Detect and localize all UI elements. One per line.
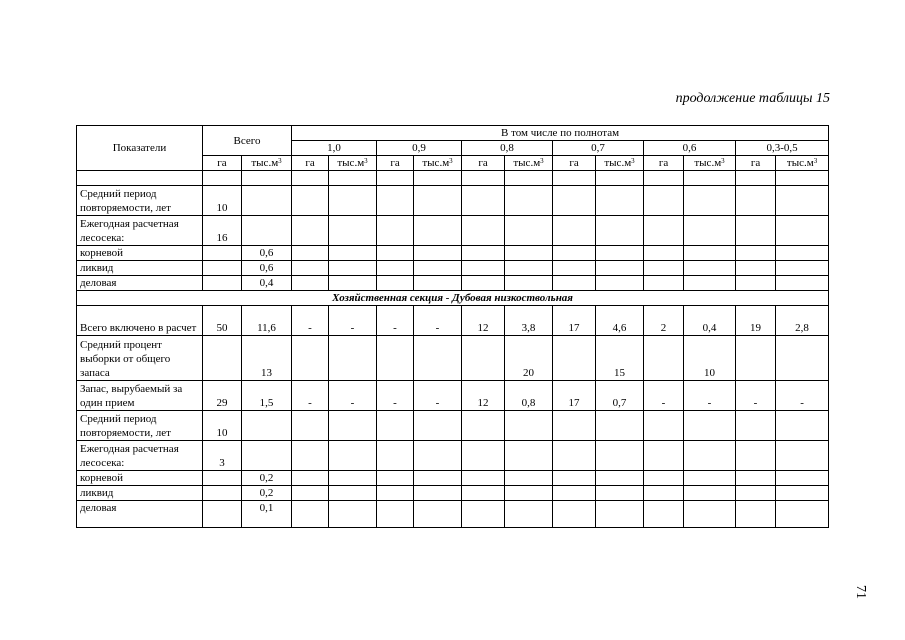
table-cell bbox=[462, 246, 505, 261]
table-cell bbox=[329, 246, 377, 261]
table-cell bbox=[684, 171, 736, 186]
table-cell bbox=[776, 411, 829, 441]
table-cell bbox=[292, 486, 329, 501]
table-cell bbox=[292, 411, 329, 441]
table-cell bbox=[684, 501, 736, 528]
header-unit-volume bbox=[776, 156, 829, 171]
table-cell bbox=[736, 501, 776, 528]
table-cell bbox=[414, 261, 462, 276]
table-cell bbox=[684, 471, 736, 486]
table-cell bbox=[242, 171, 292, 186]
table-cell: 12 bbox=[462, 381, 505, 411]
table-cell bbox=[553, 261, 596, 276]
unit-text: тыс.м bbox=[422, 157, 450, 169]
table-row bbox=[77, 336, 829, 381]
table-cell: - bbox=[329, 381, 377, 411]
table-cell bbox=[414, 171, 462, 186]
table-cell bbox=[329, 276, 377, 291]
row-label: Средний процент выборки от общего запаса bbox=[77, 336, 203, 381]
table-cell bbox=[644, 336, 684, 381]
unit-exponent: 3 bbox=[813, 157, 818, 165]
table-cell bbox=[644, 411, 684, 441]
table-cell: 16 bbox=[203, 216, 242, 246]
table-cell: - bbox=[684, 381, 736, 411]
table-cell bbox=[644, 471, 684, 486]
table-cell bbox=[462, 441, 505, 471]
header-unit-volume bbox=[684, 156, 736, 171]
table-cell bbox=[292, 276, 329, 291]
table-cell bbox=[553, 441, 596, 471]
unit-exponent: 3 bbox=[278, 157, 282, 165]
table-cell bbox=[462, 336, 505, 381]
table-cell bbox=[414, 411, 462, 441]
table-cell bbox=[377, 441, 414, 471]
table-cell bbox=[329, 336, 377, 381]
row-label bbox=[77, 171, 203, 186]
table-cell bbox=[684, 411, 736, 441]
table-cell: - bbox=[644, 381, 684, 411]
table-cell: 50 bbox=[203, 306, 242, 336]
row-label: деловая bbox=[77, 501, 203, 528]
table-cell bbox=[776, 216, 829, 246]
header-unit-volume bbox=[329, 156, 377, 171]
table-cell bbox=[377, 171, 414, 186]
table-cell: 19 bbox=[736, 306, 776, 336]
table-row bbox=[77, 171, 829, 186]
table-cell: - bbox=[292, 306, 329, 336]
table-cell bbox=[776, 501, 829, 528]
table-cell bbox=[505, 441, 553, 471]
table-cell bbox=[377, 411, 414, 441]
table-row bbox=[77, 186, 829, 216]
header-unit-ha: га bbox=[644, 156, 684, 171]
table-cell bbox=[329, 501, 377, 528]
table-cell: 0,2 bbox=[242, 471, 292, 486]
table-cell bbox=[644, 246, 684, 261]
table-cell bbox=[203, 246, 242, 261]
table-cell: - bbox=[377, 381, 414, 411]
table-cell bbox=[736, 186, 776, 216]
table-cell bbox=[292, 246, 329, 261]
table-cell bbox=[736, 246, 776, 261]
header-density: 1,0 bbox=[292, 141, 377, 156]
table-cell bbox=[414, 276, 462, 291]
table-cell bbox=[684, 216, 736, 246]
table-cell bbox=[377, 261, 414, 276]
table-cell: 0,6 bbox=[242, 246, 292, 261]
table-cell bbox=[644, 216, 684, 246]
table-cell bbox=[505, 216, 553, 246]
table-row bbox=[77, 381, 829, 411]
header-unit-ha: га bbox=[292, 156, 329, 171]
table-cell bbox=[736, 171, 776, 186]
table-cell bbox=[644, 171, 684, 186]
table-cell bbox=[377, 471, 414, 486]
table-cell bbox=[203, 501, 242, 528]
table-cell bbox=[736, 261, 776, 276]
table-cell: - bbox=[414, 306, 462, 336]
table-cell bbox=[553, 336, 596, 381]
table-cell bbox=[505, 411, 553, 441]
table-cell: 2 bbox=[644, 306, 684, 336]
table-cell: 2,8 bbox=[776, 306, 829, 336]
table-cell: 12 bbox=[462, 306, 505, 336]
table-cell bbox=[596, 471, 644, 486]
table-cell bbox=[203, 486, 242, 501]
table-cell bbox=[553, 186, 596, 216]
header-unit-volume bbox=[505, 156, 553, 171]
table-cell bbox=[596, 246, 644, 261]
table-cell bbox=[462, 276, 505, 291]
table-cell bbox=[377, 486, 414, 501]
table-cell bbox=[292, 336, 329, 381]
header-density: 0,6 bbox=[644, 141, 736, 156]
table-cell bbox=[596, 216, 644, 246]
table-cell: - bbox=[377, 306, 414, 336]
table-cell bbox=[596, 411, 644, 441]
table-caption: продолжение таблицы 15 bbox=[675, 91, 830, 106]
table-cell bbox=[776, 261, 829, 276]
header-by-density: В том числе по полнотам bbox=[292, 126, 829, 141]
table-cell: - bbox=[292, 381, 329, 411]
table-cell bbox=[242, 411, 292, 441]
table-cell bbox=[736, 411, 776, 441]
table-cell bbox=[684, 261, 736, 276]
table-cell bbox=[329, 441, 377, 471]
table-cell bbox=[292, 216, 329, 246]
table-cell bbox=[292, 261, 329, 276]
table-cell: 3 bbox=[203, 441, 242, 471]
table-cell bbox=[684, 186, 736, 216]
table-cell bbox=[377, 336, 414, 381]
table-cell bbox=[292, 171, 329, 186]
table-cell bbox=[684, 441, 736, 471]
table-cell bbox=[462, 186, 505, 216]
row-label: Средний период повторяемости, лет bbox=[77, 186, 203, 216]
table-cell bbox=[553, 171, 596, 186]
unit-text: тыс.м bbox=[337, 157, 365, 169]
table-cell: 0,7 bbox=[596, 381, 644, 411]
table-cell bbox=[736, 441, 776, 471]
table-cell bbox=[462, 501, 505, 528]
table-cell bbox=[596, 501, 644, 528]
header-density: 0,9 bbox=[377, 141, 462, 156]
unit-text: тыс.м bbox=[513, 157, 541, 169]
header-total: Всего bbox=[203, 126, 292, 156]
table-cell bbox=[462, 171, 505, 186]
table-cell bbox=[292, 186, 329, 216]
table-cell bbox=[776, 276, 829, 291]
table-cell bbox=[736, 216, 776, 246]
table-cell bbox=[553, 246, 596, 261]
row-label: ликвид bbox=[77, 261, 203, 276]
table-cell bbox=[329, 471, 377, 486]
row-label: ликвид bbox=[77, 486, 203, 501]
table-cell bbox=[736, 471, 776, 486]
header-unit-ha: га bbox=[736, 156, 776, 171]
table-cell bbox=[684, 246, 736, 261]
table-cell bbox=[505, 171, 553, 186]
section-title: Хозяйственная секция - Дубовая низкоствольная bbox=[77, 291, 829, 306]
table-cell bbox=[292, 471, 329, 486]
unit-exponent: 3 bbox=[631, 157, 635, 165]
table-cell bbox=[462, 471, 505, 486]
table-row bbox=[77, 246, 829, 261]
table-cell: 1,5 bbox=[242, 381, 292, 411]
row-label: деловая bbox=[77, 276, 203, 291]
table-row bbox=[77, 261, 829, 276]
table-cell: 15 bbox=[596, 336, 644, 381]
table-cell bbox=[329, 411, 377, 441]
row-label: Ежегодная расчетная лесосека: bbox=[77, 216, 203, 246]
table-cell bbox=[553, 486, 596, 501]
table-cell: 0,8 bbox=[505, 381, 553, 411]
section-row bbox=[77, 291, 829, 306]
table-cell: - bbox=[776, 381, 829, 411]
table-cell bbox=[329, 261, 377, 276]
row-label: Ежегодная расчетная лесосека: bbox=[77, 441, 203, 471]
table-cell bbox=[553, 411, 596, 441]
table-cell bbox=[684, 486, 736, 501]
table-cell bbox=[462, 261, 505, 276]
table-cell bbox=[292, 501, 329, 528]
table-cell: 0,4 bbox=[242, 276, 292, 291]
table-cell bbox=[462, 411, 505, 441]
header-unit-volume bbox=[242, 156, 292, 171]
table-cell bbox=[414, 336, 462, 381]
table-cell: 0,6 bbox=[242, 261, 292, 276]
table-cell bbox=[505, 471, 553, 486]
header-density: 0,8 bbox=[462, 141, 553, 156]
header-unit-volume bbox=[596, 156, 644, 171]
header-unit-ha: га bbox=[203, 156, 242, 171]
table-cell bbox=[203, 171, 242, 186]
table-cell bbox=[203, 261, 242, 276]
table-cell: 0,1 bbox=[242, 501, 292, 528]
table-cell bbox=[776, 471, 829, 486]
row-label: корневой bbox=[77, 471, 203, 486]
table-cell: 17 bbox=[553, 306, 596, 336]
table-cell bbox=[414, 216, 462, 246]
table-cell bbox=[776, 441, 829, 471]
table-cell bbox=[505, 276, 553, 291]
table-cell bbox=[377, 186, 414, 216]
row-label: Всего включено в расчет bbox=[77, 306, 203, 336]
table-cell bbox=[505, 186, 553, 216]
table-cell: - bbox=[414, 381, 462, 411]
table-cell bbox=[776, 336, 829, 381]
table-cell bbox=[736, 336, 776, 381]
table-cell: - bbox=[329, 306, 377, 336]
unit-exponent: 3 bbox=[721, 157, 725, 165]
table-cell bbox=[203, 336, 242, 381]
table-cell bbox=[596, 486, 644, 501]
header-density: 0,3-0,5 bbox=[736, 141, 829, 156]
table-cell bbox=[553, 216, 596, 246]
table-cell bbox=[329, 186, 377, 216]
unit-exponent: 3 bbox=[449, 157, 453, 165]
table-cell bbox=[414, 501, 462, 528]
table-row bbox=[77, 411, 829, 441]
table-cell bbox=[596, 441, 644, 471]
table-cell bbox=[505, 261, 553, 276]
table-cell bbox=[644, 276, 684, 291]
page-number: 71 bbox=[853, 585, 868, 599]
table-cell: 4,6 bbox=[596, 306, 644, 336]
table-cell: 10 bbox=[203, 411, 242, 441]
header-unit-ha: га bbox=[553, 156, 596, 171]
table-cell bbox=[776, 171, 829, 186]
table-cell bbox=[596, 171, 644, 186]
unit-text: тыс.м bbox=[694, 157, 722, 169]
table-cell: 11,6 bbox=[242, 306, 292, 336]
table-cell: 29 bbox=[203, 381, 242, 411]
unit-text: тыс.м bbox=[786, 157, 814, 169]
table-cell bbox=[644, 501, 684, 528]
header-density: 0,7 bbox=[553, 141, 644, 156]
table-cell bbox=[242, 441, 292, 471]
table-cell bbox=[505, 486, 553, 501]
table-cell bbox=[377, 246, 414, 261]
table-cell bbox=[644, 486, 684, 501]
table-cell bbox=[553, 471, 596, 486]
table-cell: 13 bbox=[242, 336, 292, 381]
unit-exponent: 3 bbox=[540, 157, 544, 165]
table-cell bbox=[553, 276, 596, 291]
table-cell bbox=[414, 486, 462, 501]
table-cell bbox=[684, 276, 736, 291]
table-cell bbox=[329, 171, 377, 186]
header-unit-ha: га bbox=[462, 156, 505, 171]
table-cell bbox=[644, 261, 684, 276]
row-label: корневой bbox=[77, 246, 203, 261]
table-cell bbox=[377, 501, 414, 528]
table-cell: 3,8 bbox=[505, 306, 553, 336]
table-row bbox=[77, 501, 829, 528]
table-cell bbox=[292, 441, 329, 471]
table-cell: 10 bbox=[684, 336, 736, 381]
unit-text: тыс.м bbox=[251, 157, 279, 169]
table-row bbox=[77, 486, 829, 501]
table-cell bbox=[505, 501, 553, 528]
table-cell bbox=[377, 276, 414, 291]
table-cell bbox=[242, 186, 292, 216]
table-cell: 0,4 bbox=[684, 306, 736, 336]
table-row bbox=[77, 216, 829, 246]
table-cell bbox=[462, 216, 505, 246]
table-row bbox=[77, 306, 829, 336]
table-cell bbox=[414, 471, 462, 486]
table-cell bbox=[414, 186, 462, 216]
table-cell bbox=[644, 186, 684, 216]
table-cell: 10 bbox=[203, 186, 242, 216]
table-cell: 0,2 bbox=[242, 486, 292, 501]
table-cell bbox=[505, 246, 553, 261]
table-cell bbox=[736, 486, 776, 501]
header-indicators: Показатели bbox=[77, 126, 203, 171]
table-cell bbox=[644, 441, 684, 471]
table-cell bbox=[242, 216, 292, 246]
table-cell bbox=[329, 216, 377, 246]
unit-exponent: 3 bbox=[364, 157, 368, 165]
table-cell: - bbox=[736, 381, 776, 411]
table-cell bbox=[414, 246, 462, 261]
row-label: Средний период повторяемости, лет bbox=[77, 411, 203, 441]
header-unit-ha: га bbox=[377, 156, 414, 171]
table-cell bbox=[329, 486, 377, 501]
table-cell bbox=[776, 246, 829, 261]
table-cell bbox=[596, 261, 644, 276]
table-cell bbox=[414, 441, 462, 471]
table-cell bbox=[203, 276, 242, 291]
table-cell bbox=[776, 486, 829, 501]
table-cell bbox=[462, 486, 505, 501]
table-row bbox=[77, 471, 829, 486]
row-label: Запас, вырубаемый за один прием bbox=[77, 381, 203, 411]
forest-table bbox=[76, 125, 829, 528]
header-row-1 bbox=[77, 126, 829, 141]
table-cell: 20 bbox=[505, 336, 553, 381]
table-cell bbox=[736, 276, 776, 291]
table-cell bbox=[776, 186, 829, 216]
table-cell bbox=[596, 276, 644, 291]
unit-text: тыс.м bbox=[604, 157, 632, 169]
table-cell bbox=[377, 216, 414, 246]
header-unit-volume bbox=[414, 156, 462, 171]
table-cell bbox=[203, 471, 242, 486]
table-cell bbox=[596, 186, 644, 216]
table-cell bbox=[553, 501, 596, 528]
table-row bbox=[77, 276, 829, 291]
table-row bbox=[77, 441, 829, 471]
table-cell: 17 bbox=[553, 381, 596, 411]
